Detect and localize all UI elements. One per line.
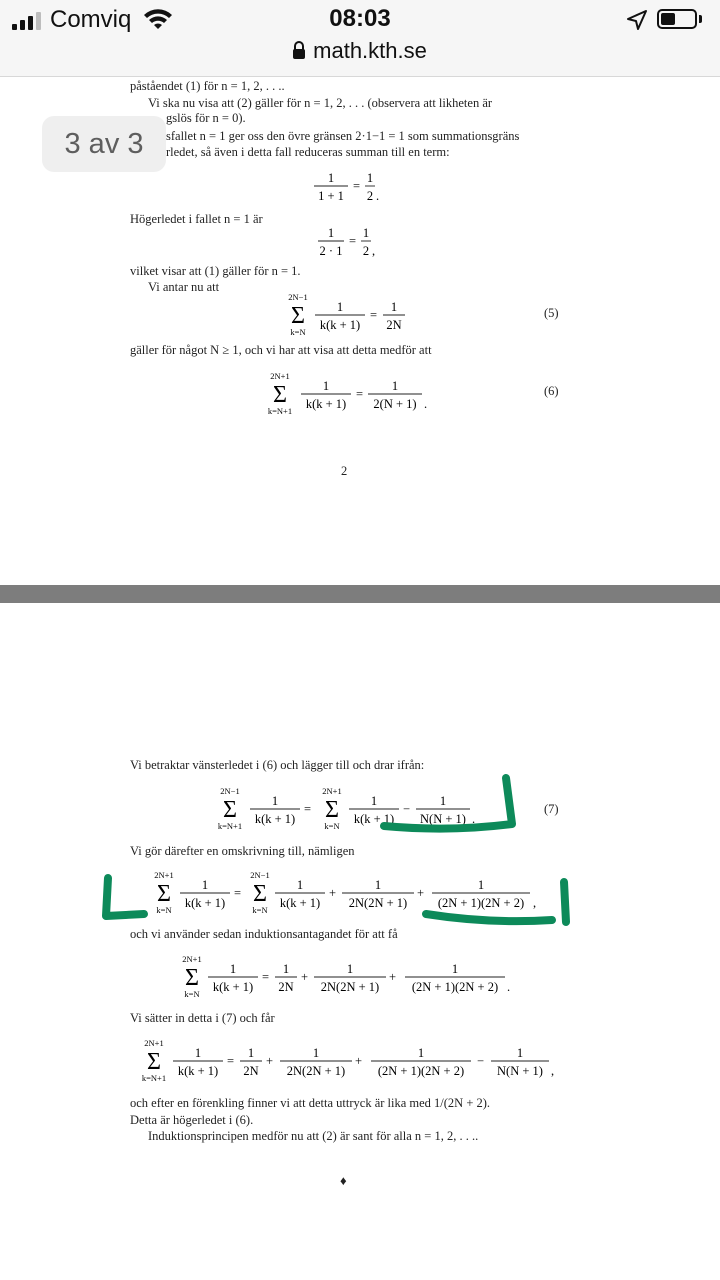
svg-text:k(k + 1): k(k + 1)	[353, 812, 395, 826]
text-line: Vi antar nu att	[148, 280, 220, 294]
equation-rewrite	[148, 869, 548, 917]
svg-text:1: 1	[477, 878, 485, 892]
svg-text:Σ: Σ	[325, 797, 339, 823]
svg-text:k=N: k=N	[252, 905, 268, 915]
svg-text:2N(2N + 1): 2N(2N + 1)	[286, 1064, 346, 1078]
svg-text:1: 1	[194, 1046, 202, 1060]
svg-text:2N−1: 2N−1	[220, 786, 240, 796]
svg-text:k(k + 1): k(k + 1)	[279, 896, 321, 910]
svg-text:1: 1	[229, 962, 237, 976]
svg-text:1: 1	[391, 379, 399, 393]
svg-text:2N: 2N	[243, 1064, 259, 1078]
svg-text:1: 1	[439, 794, 447, 808]
equation-number: (7)	[544, 802, 559, 816]
svg-text:1: 1	[516, 1046, 524, 1060]
text-line: och vi använder sedan induktionsantagandet för att få	[130, 927, 398, 941]
svg-text:=: =	[370, 308, 378, 322]
svg-text:k=N: k=N	[184, 989, 200, 999]
svg-text:.: .	[376, 189, 380, 203]
svg-text:k=N+1: k=N+1	[267, 406, 293, 416]
svg-text:,: ,	[533, 896, 537, 910]
svg-text:1: 1	[374, 878, 382, 892]
svg-text:=: =	[262, 970, 270, 984]
carrier-name: Comviq	[50, 6, 132, 33]
svg-text:.: .	[507, 980, 511, 994]
svg-text:2N: 2N	[278, 980, 294, 994]
text-line: gäller för något N ≥ 1, och vi har att visa att detta medför att	[130, 343, 432, 357]
svg-text:2N(2N + 1): 2N(2N + 1)	[348, 896, 408, 910]
svg-text:1: 1	[327, 171, 335, 185]
clock: 08:03	[329, 5, 391, 32]
equation-number: (6)	[544, 384, 559, 398]
svg-text:1: 1	[362, 226, 370, 240]
svg-text:(2N + 1)(2N + 2): (2N + 1)(2N + 2)	[411, 980, 499, 994]
svg-text:+: +	[301, 970, 309, 984]
location-arrow-icon	[626, 9, 648, 31]
text-line: Vi ska nu visa att (2) gäller för n = 1, 2, . . . (observera att likheten är	[148, 96, 493, 110]
svg-text:2N: 2N	[386, 318, 402, 332]
svg-text:1: 1	[312, 1046, 320, 1060]
text-line: Högerledet i fallet n = 1 är	[130, 212, 263, 226]
equation-6	[262, 370, 442, 418]
text-line: påståendet (1) för n = 1, 2, . . ..	[130, 79, 285, 93]
svg-text:=: =	[227, 1054, 235, 1068]
page-number: 2	[341, 464, 348, 478]
svg-text:k(k + 1): k(k + 1)	[177, 1064, 219, 1078]
svg-text:.: .	[472, 812, 476, 826]
svg-text:k(k + 1): k(k + 1)	[212, 980, 254, 994]
svg-text:1: 1	[417, 1046, 425, 1060]
svg-text:2: 2	[366, 189, 374, 203]
svg-text:2(N + 1): 2(N + 1)	[373, 397, 417, 411]
svg-text:1: 1	[390, 300, 398, 314]
text-line: Vi betraktar vänsterledet i (6) och lägger till och drar ifrån:	[130, 758, 425, 772]
equation-number: (5)	[544, 306, 559, 320]
svg-text:k=N+1: k=N+1	[141, 1073, 167, 1083]
address-bar[interactable]	[0, 38, 720, 64]
text-line: Vi gör därefter en omskrivning till, nämligen	[130, 844, 355, 858]
svg-text:k(k + 1): k(k + 1)	[184, 896, 226, 910]
svg-text:=: =	[353, 179, 361, 193]
text-line: rledet, så även i detta fall reduceras summan till en term:	[166, 145, 450, 159]
svg-text:+: +	[389, 970, 397, 984]
svg-text:k=N: k=N	[290, 327, 306, 337]
svg-text:2N−1: 2N−1	[250, 870, 270, 880]
svg-text:2N+1: 2N+1	[144, 1038, 164, 1048]
svg-text:k(k + 1): k(k + 1)	[254, 812, 296, 826]
svg-text:−: −	[477, 1054, 485, 1068]
pdf-page-3	[0, 603, 720, 1280]
svg-text:2N+1: 2N+1	[270, 371, 290, 381]
svg-text:k=N: k=N	[324, 821, 340, 831]
svg-text:N(N + 1): N(N + 1)	[420, 812, 466, 826]
battery-tip	[699, 15, 702, 23]
end-of-proof-mark: ♦	[340, 1173, 347, 1188]
svg-text:2 · 1: 2 · 1	[319, 244, 343, 258]
battery-icon	[657, 9, 697, 29]
svg-text:,: ,	[372, 244, 376, 258]
svg-text:2N(2N + 1): 2N(2N + 1)	[320, 980, 380, 994]
svg-text:k=N: k=N	[156, 905, 172, 915]
svg-text:+: +	[329, 886, 337, 900]
text-line: vilket visar att (1) gäller för n = 1.	[130, 264, 301, 278]
text-line: Detta är högerledet i (6).	[130, 1113, 254, 1127]
text-line: och efter en förenkling finner vi att detta uttryck är lika med 1/(2N + 2).	[130, 1096, 491, 1110]
svg-text:=: =	[356, 387, 364, 401]
svg-text:1: 1	[247, 1046, 255, 1060]
svg-text:2: 2	[362, 244, 370, 258]
svg-text:+: +	[355, 1054, 363, 1068]
page-counter-badge: 3 av 3	[42, 116, 166, 172]
svg-text:1: 1	[346, 962, 354, 976]
svg-text:(2N + 1)(2N + 2): (2N + 1)(2N + 2)	[437, 896, 525, 910]
svg-text:+: +	[417, 886, 425, 900]
svg-text:1 + 1: 1 + 1	[318, 189, 344, 203]
equation-rhs-n1	[316, 225, 386, 261]
svg-text:=: =	[349, 234, 357, 248]
svg-text:−: −	[403, 802, 411, 816]
text-line: gslös för n = 0).	[166, 111, 246, 125]
svg-text:N(N + 1): N(N + 1)	[497, 1064, 543, 1078]
svg-text:Σ: Σ	[157, 881, 171, 907]
svg-text:1: 1	[322, 379, 330, 393]
svg-text:1: 1	[327, 226, 335, 240]
svg-text:2N+1: 2N+1	[154, 870, 174, 880]
svg-text:1: 1	[296, 878, 304, 892]
text-line: sfallet n = 1 ger oss den övre gränsen 2·1−1 = 1 som summationsgräns	[166, 129, 520, 143]
svg-text:1: 1	[366, 171, 374, 185]
svg-text:Σ: Σ	[147, 1049, 161, 1075]
svg-text:1: 1	[451, 962, 459, 976]
svg-text:k(k + 1): k(k + 1)	[319, 318, 361, 332]
svg-text:1: 1	[271, 794, 279, 808]
svg-text:(2N + 1)(2N + 2): (2N + 1)(2N + 2)	[377, 1064, 465, 1078]
svg-text:1: 1	[370, 794, 378, 808]
equation-final	[135, 1037, 565, 1085]
lock-icon	[293, 49, 305, 59]
text-line: Induktionsprincipen medför nu att (2) är sant för alla n = 1, 2, . . ..	[148, 1129, 479, 1143]
svg-text:2N+1: 2N+1	[182, 954, 202, 964]
status-bar	[0, 0, 720, 77]
equation-5	[284, 291, 414, 339]
svg-text:,: ,	[551, 1064, 555, 1078]
url-text: math.kth.se	[313, 38, 427, 63]
svg-text:Σ: Σ	[291, 303, 305, 329]
svg-text:+: +	[266, 1054, 274, 1068]
svg-text:1: 1	[336, 300, 344, 314]
equation-induction	[176, 953, 526, 1001]
svg-text:2N+1: 2N+1	[322, 786, 342, 796]
svg-text:=: =	[304, 802, 312, 816]
svg-text:.: .	[424, 397, 428, 411]
svg-text:2N−1: 2N−1	[288, 292, 308, 302]
svg-text:1: 1	[201, 878, 209, 892]
svg-text:=: =	[234, 886, 242, 900]
svg-text:1: 1	[282, 962, 290, 976]
text-line: Vi sätter in detta i (7) och får	[130, 1011, 275, 1025]
equation-7	[210, 785, 490, 833]
svg-text:Σ: Σ	[253, 881, 267, 907]
svg-text:Σ: Σ	[185, 965, 199, 991]
svg-text:Σ: Σ	[223, 797, 237, 823]
equation-half	[312, 170, 382, 206]
svg-text:k=N+1: k=N+1	[217, 821, 243, 831]
svg-text:Σ: Σ	[273, 382, 287, 408]
svg-text:k(k + 1): k(k + 1)	[305, 397, 347, 411]
